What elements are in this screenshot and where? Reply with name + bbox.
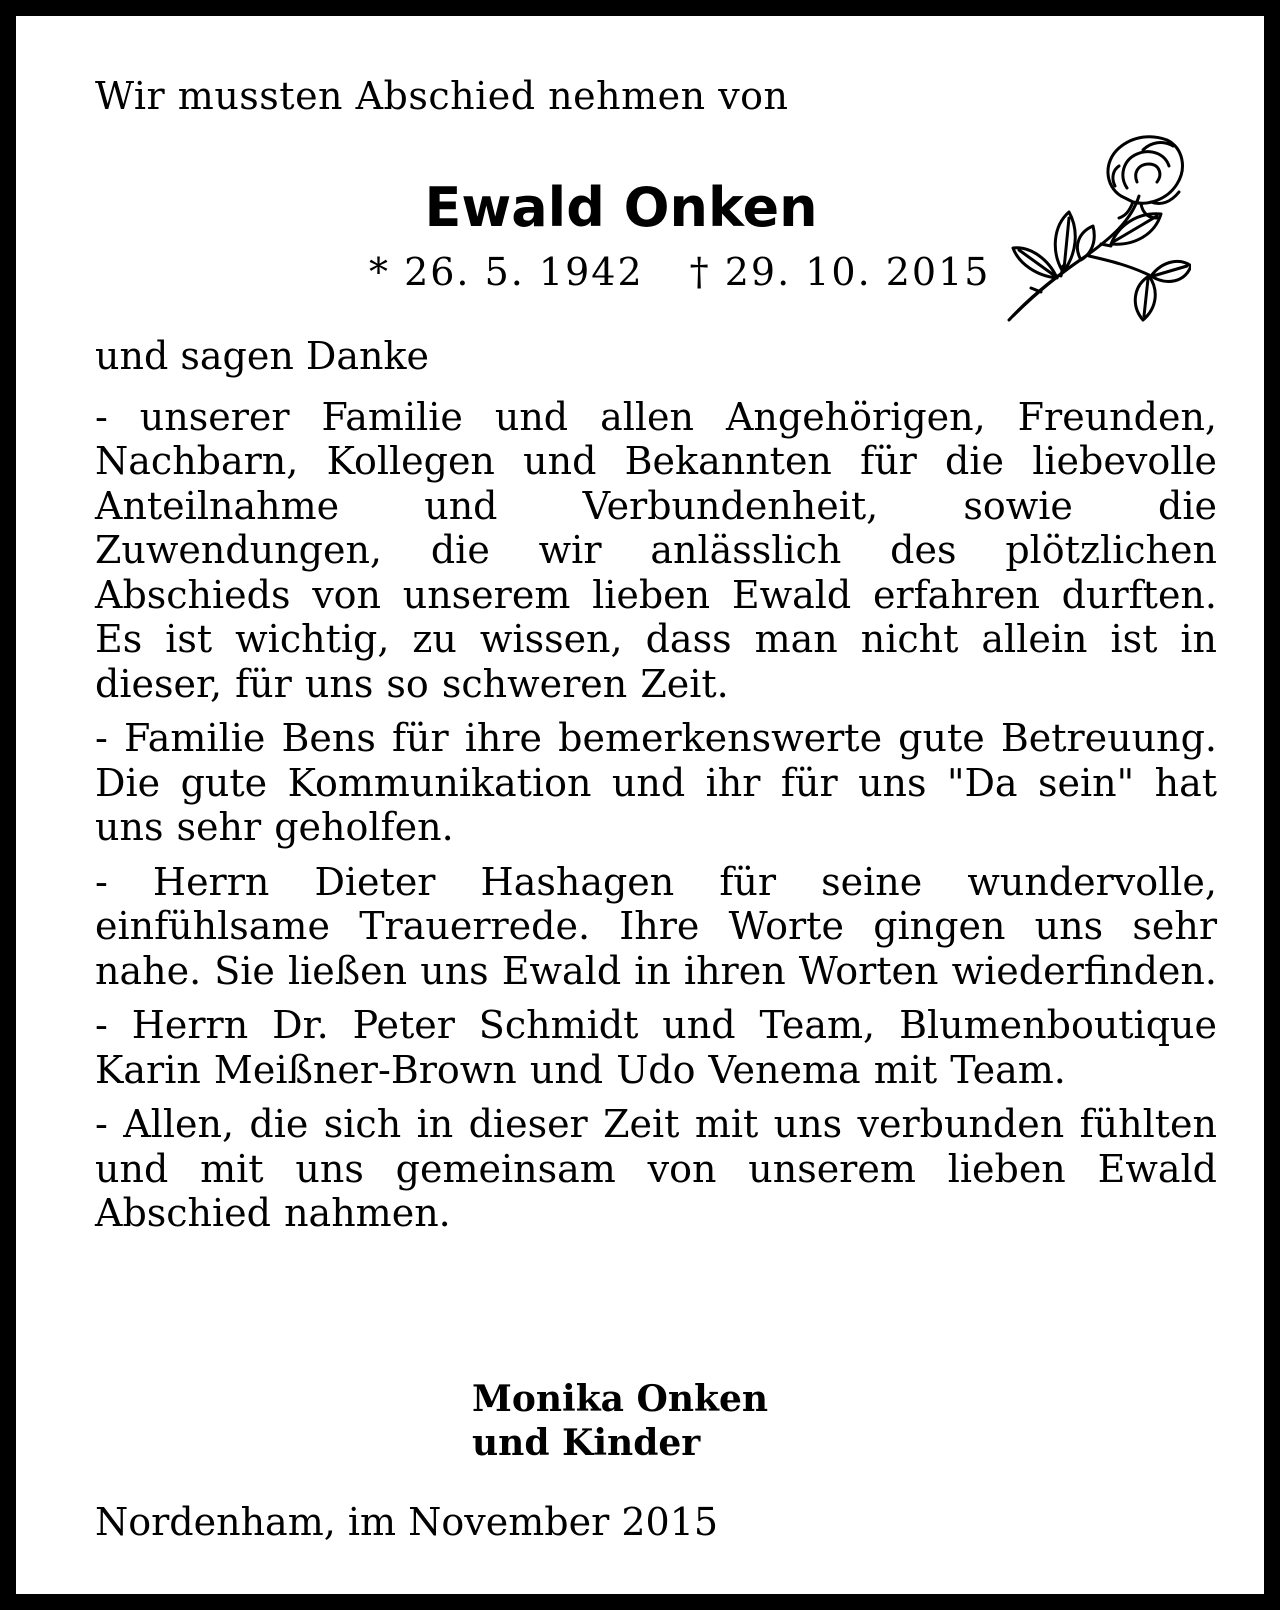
signature-family: und Kinder xyxy=(472,1422,701,1464)
birth-date: * 26. 5. 1942 xyxy=(369,250,644,294)
signature xyxy=(472,1377,768,1465)
thanks-paragraph-hashagen: - Herrn Dieter Hashagen für seine wundervolle, einfühlsame Trauerrede. Ihre Worte gingen uns sehr nahe. Sie ließen uns Ewald in ihren Worten wiederfinden. xyxy=(95,859,1217,993)
place-and-date: Nordenham, im November 2015 xyxy=(95,1500,719,1544)
death-date: † 29. 10. 2015 xyxy=(689,250,991,294)
obituary-content xyxy=(95,74,1217,1544)
deceased-name: Ewald Onken xyxy=(424,176,818,239)
rose-icon xyxy=(1001,126,1191,326)
thanks-paragraph-family: - unserer Familie und allen Angehörigen, Freunden, Nachbarn, Kollegen und Bekannten für die liebevolle Anteilnahme und Verbundenheit, sowie die Zuwendungen, die wir anlässlich des plötzlichen Abschieds von unserem lieben Ewald erfahren durften. Es ist wichtig, zu wissen, dass man nicht allein ist in dieser, für uns so schweren Zeit. xyxy=(95,394,1217,706)
thanks-heading: und sagen Danke xyxy=(95,334,429,378)
thanks-paragraph-bens: - Familie Bens für ihre bemerkenswerte gute Betreuung. Die gute Kommunikation und ihr für uns "Da sein" hat uns sehr geholfen. xyxy=(95,716,1217,849)
thanks-paragraph-schmidt: - Herrn Dr. Peter Schmidt und Team, Blumenboutique Karin Meißner-Brown und Udo Venema mit Team. xyxy=(95,1003,1217,1092)
intro-line: Wir mussten Abschied nehmen von xyxy=(95,74,789,118)
life-dates xyxy=(369,250,990,294)
signature-name: Monika Onken xyxy=(472,1378,769,1420)
body-text xyxy=(95,334,1217,1246)
thanks-paragraph-all: - Allen, die sich in dieser Zeit mit uns verbunden fühlten und mit uns gemeinsam von unserem lieben Ewald Abschied nahmen. xyxy=(95,1102,1217,1235)
